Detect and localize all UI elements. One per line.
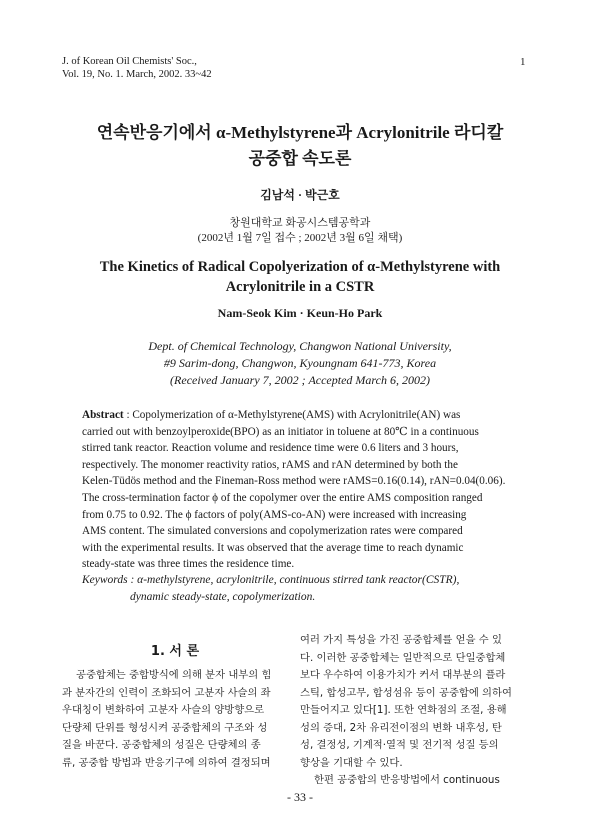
body-line: 성, 결정성, 기계적·열적 및 전기적 성질 등의 [300, 739, 499, 751]
abstract-line: Kelen-Tüdös method and the Fineman-Ross method were rAMS=0.16(0.14), rAN=0.04(0.06). [82, 475, 506, 488]
section-heading-introduction: 1. 서 론 [150, 644, 200, 659]
english-title-line-2: Acrylonitrile in a CSTR [225, 279, 375, 295]
abstract-line: from 0.75 to 0.92. The ϕ factors of poly(AMS-co-AN) were increased with increasing [82, 508, 467, 521]
korean-authors: 김남석 · 박근호 [260, 188, 340, 202]
abstract-label: Abstract [82, 409, 124, 421]
body-line: 질을 바꾼다. 공중합체의 성질은 단량체의 종 [62, 739, 261, 751]
keywords-line-1: Keywords : α-methylstyrene, acrylonitrile, continuous stirred tank reactor(CSTR), [82, 574, 460, 586]
body-line: 우대칭이 변화하여 고분자 사슬의 양방향으로 [62, 704, 265, 716]
journal-line-2: Vol. 19, No. 1. March, 2002. 33~42 [62, 69, 212, 80]
abstract-line: with the experimental results. It was observed that the average time to reach dynamic [82, 541, 464, 554]
body-line: 류, 공중합 방법과 반응기구에 의하여 결정되며 [62, 756, 271, 769]
body-column-left [62, 667, 290, 772]
abstract-line [82, 407, 528, 424]
page-number: 1 [520, 56, 526, 68]
abstract-text: : Copolymerization of α-Methylstyrene(AMS) with Acrylonitrile(AN) was [126, 409, 461, 421]
body-line: 공중합체는 중합방식에 의해 분자 내부의 힘 [76, 669, 272, 681]
body-line: 만들어지고 있다[1]. 또한 연화점의 조절, 용해 [300, 704, 507, 716]
english-affiliation-line-1: Dept. of Chemical Technology, Changwon National University, [148, 339, 452, 353]
korean-affiliation: 창원대학교 화공시스템공학과 [229, 217, 371, 229]
abstract-line: stirred tank reactor. Reaction volume and residence time were 0.6 liters and 3 hours, [82, 442, 459, 455]
english-title-line-1: The Kinetics of Radical Copolyerization of α-Methylstyrene with [99, 259, 501, 275]
keywords-line-2: dynamic steady-state, copolymerization. [130, 591, 316, 603]
body-line: 스틱, 합성고무, 합성섬유 등이 공중합에 의하여 [300, 686, 512, 699]
korean-dates: (2002년 1월 7일 접수 ; 2002년 3월 6일 채택) [197, 232, 403, 244]
korean-title-line-2: 공중합 속도론 [248, 149, 352, 168]
body-line: 성의 증대, 2차 유리전이점의 변화 내후성, 탄 [300, 721, 502, 734]
body-line: 향상을 기대할 수 있다. [300, 756, 403, 769]
body-column-right [300, 632, 532, 790]
abstract-line: AMS content. The simulated conversions and copolymerization rates were compared [82, 525, 463, 538]
english-affiliation-line-2: #9 Sarim-dong, Changwon, Kyoungnam 641-773, Korea [163, 356, 437, 370]
journal-citation [62, 55, 212, 81]
body-line: 보다 우수하여 이용가치가 커서 대부분의 플라 [300, 669, 506, 681]
keywords [82, 572, 552, 606]
body-line: 과 분자간의 인력이 조화되어 고분자 사슬의 좌 [62, 686, 271, 699]
footer-page-number: - 33 - [287, 790, 313, 804]
abstract-line: carried out with benzoylperoxide(BPO) as an initiator in toluene at 80℃ in a continuous [82, 425, 479, 438]
abstract-line: The cross-termination factor ϕ of the copolymer over the entire AMS composition ranged [82, 491, 483, 504]
english-received-dates: (Received January 7, 2002 ; Accepted March 6, 2002) [170, 373, 430, 387]
abstract-line: respectively. The monomer reactivity ratios, rAMS and rAN determined by both the [82, 458, 458, 471]
body-line: 다. 이러한 공중합체는 일반적으로 단일중합체 [300, 651, 506, 664]
body-line: 단량체 단위를 형성시켜 공중합체의 구조와 성 [62, 721, 268, 734]
abstract [82, 407, 528, 573]
body-line: 한편 공중합의 반응방법에서 continuous [314, 774, 500, 786]
journal-line-1: J. of Korean Oil Chemists' Soc., [62, 56, 197, 67]
abstract-line: steady-state was three times the residence time. [82, 558, 295, 571]
body-line: 여러 가지 특성을 가진 공중합체를 얻을 수 있 [300, 634, 502, 646]
korean-title-line-1: 연속반응기에서 α-Methylstyrene과 Acrylonitrile 라디칼 [96, 123, 504, 142]
english-authors: Nam-Seok Kim · Keun-Ho Park [217, 306, 383, 320]
